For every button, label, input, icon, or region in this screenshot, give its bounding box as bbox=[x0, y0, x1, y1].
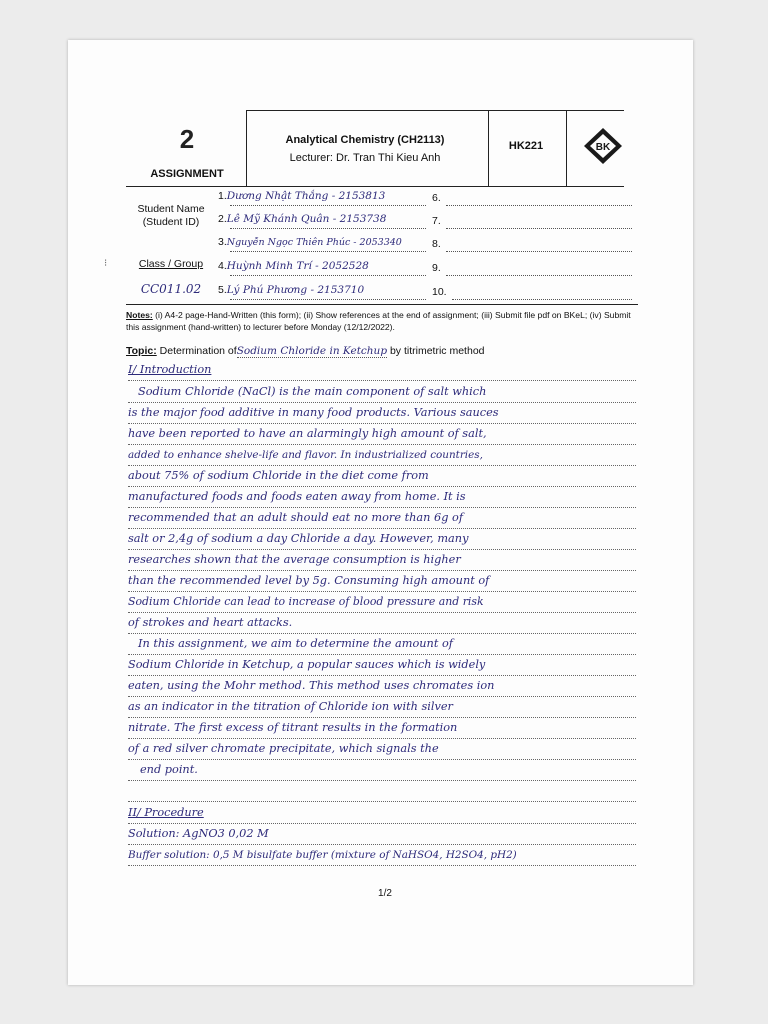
header-divider bbox=[566, 110, 567, 186]
notes-text: (i) A4-2 page-Hand-Written (this form); (ii) Show references at the end of assignment; (iii) Submit file pdf on BKeL; (iv) Submit this assignment (hand-written) to lecturer before Monday (12/12/2022). bbox=[126, 310, 631, 332]
student-entry bbox=[218, 213, 418, 225]
handwritten-line: as an indicator in the titration of Chloride ion with silver bbox=[128, 697, 636, 718]
name-underline bbox=[230, 227, 426, 229]
student-entry bbox=[218, 260, 418, 272]
students-bottom-border bbox=[126, 304, 638, 305]
handwritten-line: Sodium Chloride can lead to increase of blood pressure and risk bbox=[128, 592, 636, 613]
empty-slot-line bbox=[446, 204, 632, 206]
student-entry-name: Lý Phú Phương - 2153710 bbox=[226, 284, 365, 296]
name-underline bbox=[230, 274, 426, 276]
name-underline bbox=[230, 298, 426, 300]
handwritten-line: have been reported to have an alarmingly high amount of salt, bbox=[128, 424, 636, 445]
handwritten-line: manufactured foods and foods eaten away from home. It is bbox=[128, 487, 636, 508]
topic-handwritten: Sodium Chloride in Ketchup bbox=[236, 345, 388, 357]
handwritten-line: Solution: AgNO3 0,02 M bbox=[128, 824, 636, 845]
empty-slot-line bbox=[446, 274, 632, 276]
handwritten-line bbox=[128, 781, 636, 802]
student-entry bbox=[218, 190, 418, 202]
lecturer-name: Lecturer: Dr. Tran Thi Kieu Anh bbox=[289, 152, 441, 164]
handwritten-line: of strokes and heart attacks. bbox=[128, 613, 636, 634]
margin-mark: ⁝ bbox=[104, 258, 108, 269]
student-slot-number: 7. bbox=[432, 215, 441, 227]
class-group-value: CC011.02 bbox=[140, 282, 202, 296]
header-divider bbox=[488, 110, 489, 186]
student-entry-name: Nguyễn Ngọc Thiên Phúc - 2053340 bbox=[226, 237, 402, 248]
student-slot-number: 6. bbox=[432, 192, 441, 204]
handwritten-line: researches shown that the average consumption is higher bbox=[128, 550, 636, 571]
empty-slot-line bbox=[446, 227, 632, 229]
handwritten-line: In this assignment, we aim to determine the amount of bbox=[128, 634, 636, 655]
name-underline bbox=[230, 250, 426, 252]
class-group-label: Class / Group bbox=[138, 258, 204, 270]
student-entry-number: 1. bbox=[218, 190, 227, 202]
handwritten-line: I/ Introduction bbox=[128, 360, 636, 381]
student-entry-number: 5. bbox=[218, 284, 227, 296]
student-entry-name: Dương Nhật Thắng - 2153813 bbox=[226, 190, 386, 202]
student-entry bbox=[218, 284, 418, 296]
handwritten-line: Sodium Chloride in Ketchup, a popular sauces which is widely bbox=[128, 655, 636, 676]
topic-label: Topic: bbox=[126, 345, 157, 357]
handwritten-line: is the major food additive in many food products. Various sauces bbox=[128, 403, 636, 424]
header-bottom-border bbox=[126, 186, 624, 187]
topic-suffix: by titrimetric method bbox=[389, 345, 485, 357]
handwritten-line: Sodium Chloride (NaCl) is the main component of salt which bbox=[128, 382, 636, 403]
handwritten-line: Buffer solution: 0,5 M bisulfate buffer (mixture of NaHSO4, H2SO4, pH2) bbox=[128, 845, 636, 866]
student-slot-number: 10. bbox=[432, 286, 447, 298]
topic bbox=[126, 345, 485, 357]
student-entry-name: Huỳnh Minh Trí - 2052528 bbox=[226, 260, 369, 272]
handwritten-line: salt or 2,4g of sodium a day Chloride a day. However, many bbox=[128, 529, 636, 550]
handwritten-line: than the recommended level by 5g. Consuming high amount of bbox=[128, 571, 636, 592]
assignment-label: ASSIGNMENT bbox=[150, 168, 224, 180]
student-name-label: Student Name bbox=[137, 203, 205, 215]
topic-prefix: Determination of bbox=[159, 345, 237, 357]
handwritten-line: II/ Procedure bbox=[128, 803, 636, 824]
page-number: 1/2 bbox=[378, 888, 392, 899]
empty-slot-line bbox=[452, 298, 632, 300]
term-code: HK221 bbox=[508, 140, 544, 152]
handwritten-line: eaten, using the Mohr method. This method uses chromates ion bbox=[128, 676, 636, 697]
handwritten-line: of a red silver chromate precipitate, which signals the bbox=[128, 739, 636, 760]
handwritten-line: recommended that an adult should eat no more than 6g of bbox=[128, 508, 636, 529]
student-entry-name: Lê Mỹ Khánh Quân - 2153738 bbox=[226, 213, 387, 225]
student-entry bbox=[218, 236, 418, 248]
notes bbox=[126, 309, 646, 333]
university-logo bbox=[582, 126, 624, 166]
assignment-number: 2 bbox=[179, 124, 195, 154]
handwritten-line: end point. bbox=[128, 760, 636, 781]
logo-text: BK bbox=[595, 142, 611, 153]
student-slot-number: 8. bbox=[432, 238, 441, 250]
header-divider bbox=[246, 110, 247, 186]
student-entry-number: 2. bbox=[218, 213, 227, 225]
handwritten-line: added to enhance shelve-life and flavor. In industrialized countries, bbox=[128, 445, 636, 466]
handwritten-line: about 75% of sodium Chloride in the diet come from bbox=[128, 466, 636, 487]
notes-label: Notes: bbox=[126, 310, 153, 320]
student-id-label: (Student ID) bbox=[142, 216, 200, 228]
name-underline bbox=[230, 204, 426, 206]
empty-slot-line bbox=[446, 250, 632, 252]
handwritten-line: nitrate. The first excess of titrant results in the formation bbox=[128, 718, 636, 739]
student-entry-number: 3. bbox=[218, 236, 227, 248]
student-entry-number: 4. bbox=[218, 260, 227, 272]
header-top-border bbox=[246, 110, 624, 111]
student-slot-number: 9. bbox=[432, 262, 441, 274]
course-title: Analytical Chemistry (CH2113) bbox=[285, 134, 445, 146]
